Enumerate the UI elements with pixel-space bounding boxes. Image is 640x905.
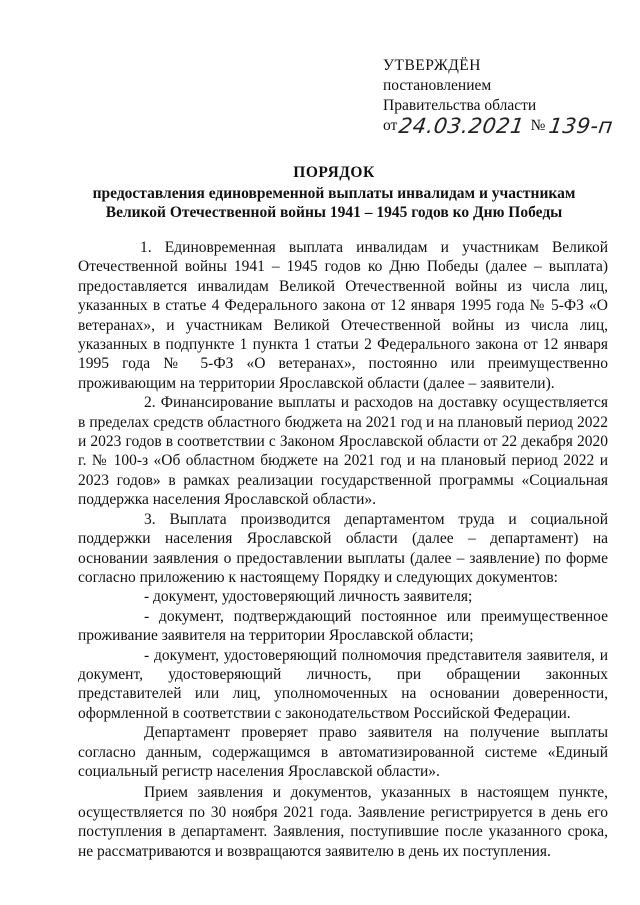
document-body [78,238,608,861]
number-sign: № [530,117,546,134]
heading-subtitle-line-2: Великой Отечественной войны 1941 – 1945 годов ко Дню Победы [105,204,563,221]
date-prefix: от [383,117,398,134]
paragraph-2: 2. Финансирование выплаты и расходов на доставку осуществляется в пределах средств областного бюджета на 2021 год и на плановый период 2022 и 2023 годов в соответствии с Законом Ярославской области от 22 декабря 2020 г. № 100-з «Об областном бюджете на 2021 год и на плановый период 2022 и 2023 годов» в рамках реализации государственной программы «Социальная поддержка населения Ярославской области». [78,394,608,509]
paragraph-5: Прием заявления и документов, указанных в настоящем пункте, осуществляется по 30 ноября 2021 года. Заявление регистрируется в день его поступления в департамент. Заявления, поступившие после указанного срока, не рассматриваются и возвращаются заявителю в день их поступления. [78,784,608,860]
approval-line-1: постановлением [383,77,492,94]
paragraph-4: Департамент проверяет право заявителя на получение выплаты согласно данным, содержащимся в автоматизированной системе «Единый социальный регистр населения Ярославской области». [78,724,608,780]
paragraph-1: 1. Единовременная выплата инвалидам и участникам Великой Отечественной войны 1941 – 1945 годов ко Дню Победы (далее – выплата) предоставляется инвалидам Великой Отечественной войны из числа лиц, указанных в статье 4 Федерального закона от 12 января 1995 года № 5-ФЗ «О ветеранах», и участникам Великой Отечественной войны из числа лиц, указанных в подпункте 1 пункта 1 статьи 2 Федерального закона от 12 января 1995 года № 5-ФЗ «О ветеранах», постоянно или преимущественно проживающим на территории Ярославской области (далее – заявители). [78,239,608,392]
approval-line-2: Правительства области [383,97,537,114]
heading-subtitle-line-1: предоставления единовременной выплаты инвалидам и участникам [92,185,576,202]
approval-title: УТВЕРЖДЁН [383,57,481,74]
heading-main: ПОРЯДОК [293,164,375,181]
document-heading [60,163,608,222]
list-item-1: - документ, удостоверяющий личность заявителя; [144,588,473,606]
list-item-3: - документ, удостоверяющий полномочия представителя заявителя, и документ, удостоверяющий личность, при обращении законных представителей или лиц, уполномоченных на основании доверенности, оформленной в соответствии с законодательством Российской Федерации. [78,646,608,722]
approval-date-line [383,116,613,136]
handwritten-number: 139-п [547,114,615,138]
handwritten-date: 24.03.2021 [397,114,527,138]
paragraph-3: 3. Выплата производится департаментом труда и социальной поддержки населения Ярославской области (далее – департамент) на основании заявления о предоставлении выплаты (далее – заявление) по форме согласно приложению к настоящему Порядку и следующих документов: [78,510,608,586]
list-item-2: - документ, подтверждающий постоянное или преимущественное проживание заявителя на территории Ярославской области; [78,607,608,645]
approval-block [383,56,613,136]
